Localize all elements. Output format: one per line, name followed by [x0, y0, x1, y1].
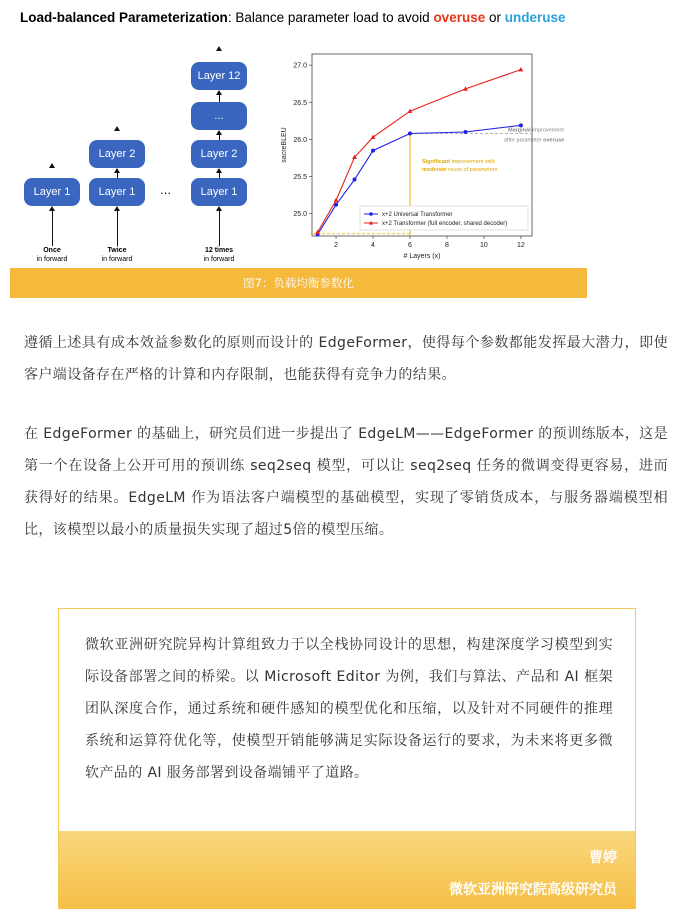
- quote-text: 微软亚洲研究院异构计算组致力于以全栈协同设计的思想，构建深度学习模型到实际设备部署之间的桥梁。以 Microsoft Editor 为例，我们与算法、产品和 AI 框架团队深度合作，通过系统和硬件感知的模型优化和压缩，以及针对不同硬件的推理系统和运算符优化等，使模型开销能够满足实际设备运行的要求，为未来将更多微软产品的 AI 服务部署到设备端铺平了道路。: [85, 637, 613, 781]
- annotation-significant-line2: moderate reuse of parameters: [421, 167, 498, 174]
- heading-or: or: [485, 10, 505, 25]
- y-tick-label: 26.0: [293, 136, 307, 144]
- heading-overuse: overuse: [433, 10, 486, 25]
- y-tick-label: 25.5: [293, 174, 307, 182]
- legend-marker-0: [369, 212, 373, 216]
- series-0-point: [463, 130, 467, 134]
- annotation-marginal-line1: Marginal improvement: [508, 127, 564, 134]
- x-tick-label: 2: [334, 242, 338, 249]
- quote-footer: [59, 831, 635, 909]
- col2-label: Twice in forward: [101, 247, 133, 263]
- col3-layer2-box: Layer 2: [191, 140, 247, 168]
- col2-layer1-box: Layer 1: [89, 178, 145, 206]
- col3-layer1-box: Layer 1: [191, 178, 247, 206]
- y-tick-label: 27.0: [293, 62, 307, 70]
- heading-middle: : Balance parameter load to avoid: [227, 10, 434, 25]
- x-axis-label: # Layers (x): [403, 253, 441, 260]
- col1-label: Once in forward: [36, 247, 68, 263]
- col3-label: 12 times in forward: [203, 247, 235, 263]
- annotation-marginal-line2: after parameter overuse: [504, 137, 565, 144]
- columns-ellipsis: …: [160, 184, 172, 197]
- col2-layer2-box: Layer 2: [89, 140, 145, 168]
- layers-vs-bleu-chart: [272, 46, 565, 264]
- x-tick-label: 6: [408, 242, 412, 249]
- annotation-significant-line1: Significant improvement with: [421, 159, 495, 166]
- quote-author-role: 微软亚洲研究院高级研究员: [449, 882, 617, 898]
- paragraph-2: 在 EdgeFormer 的基础上，研究员们进一步提出了 EdgeLM——EdgeFormer 的预训练版本，这是第一个在设备上公开可用的预训练 seq2seq 模型，可以让 seq2seq 任务的微调变得更容易，进而获得好的结果。EdgeLM 作为语法客户端模型的基础模型，实现了零销货成本，与服务器端模型相比，该模型以最小的质量损失实现了超过5倍的模型压缩。: [24, 426, 668, 538]
- quote-card: [58, 608, 636, 909]
- series-0-point: [353, 178, 357, 182]
- heading-underuse: underuse: [504, 10, 566, 25]
- heading-bold: Load-balanced Parameterization: [20, 10, 228, 25]
- x-tick-label: 4: [371, 242, 375, 249]
- x-tick-label: 10: [480, 242, 488, 249]
- col1-layer1-box: Layer 1: [24, 178, 80, 206]
- legend-label-0: x+2 Universal Transformer: [382, 212, 453, 218]
- y-tick-label: 26.5: [293, 99, 307, 107]
- x-tick-label: 12: [517, 242, 525, 249]
- figure-caption: 图7：负载均衡参数化: [10, 268, 587, 298]
- series-0-point: [408, 131, 412, 135]
- y-tick-label: 25.0: [293, 211, 307, 219]
- figure-heading: [20, 10, 566, 25]
- y-axis-label: sacreBLEU: [281, 127, 288, 163]
- col3-layer12-box: Layer 12: [191, 62, 247, 90]
- x-tick-label: 8: [445, 242, 449, 249]
- col3-ellipsis-box: ...: [191, 102, 247, 130]
- quote-author-name: 曹婷: [589, 850, 617, 866]
- legend-label-1: x+2 Transformer (full encoder, shared decoder): [382, 221, 508, 227]
- series-0-point: [371, 149, 375, 153]
- paragraph-1: 遵循上述具有成本效益参数化的原则而设计的 EdgeFormer，使得每个参数都能发挥最大潜力，即使客户端设备存在严格的计算和内存限制，也能获得有竞争力的结果。: [24, 335, 668, 383]
